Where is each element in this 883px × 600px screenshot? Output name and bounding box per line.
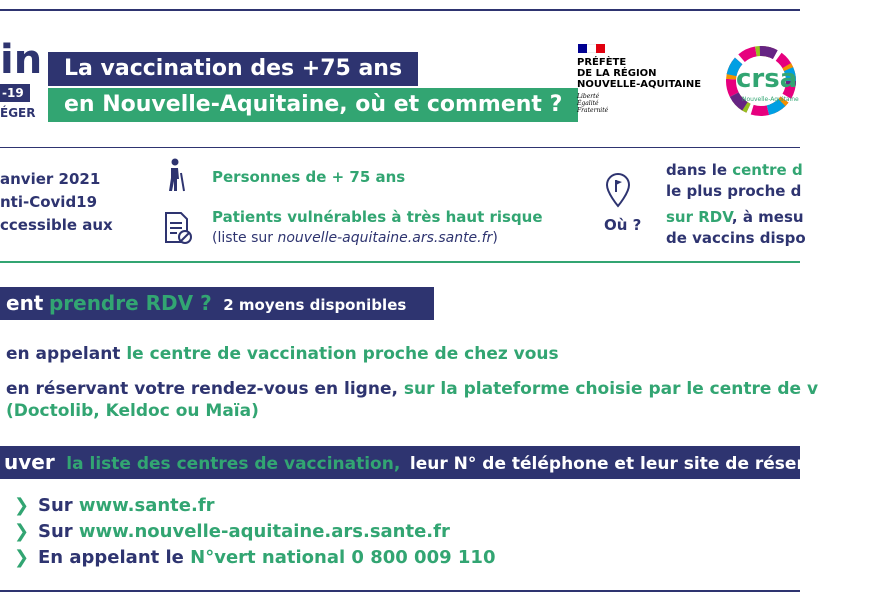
note-prefix: (liste sur [212,230,278,246]
method-online [6,379,818,399]
campaign-logo-badge: -19 [0,84,30,102]
prefet-motto [577,93,608,114]
top-border [0,9,800,11]
chevron-right-icon: ❯ [14,495,30,516]
info-left-line-2: nti-Covid19 [0,193,98,211]
target-elderly: Personnes de + 75 ans [212,168,406,186]
source-phone-number: national 0 800 009 110 [255,547,496,568]
campaign-logo-word: in [0,37,43,83]
title-line-1: La vaccination des +75 ans [48,52,418,86]
motto-egalite: Égalité [577,100,599,107]
method-phone-prefix: en appelant [6,344,127,364]
prefet-line-1: PRÉFÈTE [577,57,627,68]
right-line-1-navy: dans le [666,161,733,179]
motto-liberte: Liberté [577,93,600,100]
target-vulnerable-note [212,230,498,246]
method-online-platforms: (Doctolib, Keldoc ou Maïa) [6,401,259,421]
note-suffix: ) [492,230,498,246]
source-sante-link[interactable]: www.sante.fr [78,495,215,516]
source-sante [38,495,215,516]
source-ars-prefix: Sur [38,521,79,542]
method-phone [6,344,559,364]
medical-document-icon [163,211,193,245]
rdv-heading-green: prendre RDV ? [48,291,212,315]
title-line-2: en Nouvelle-Aquitaine, où et comment ? [48,88,578,122]
source-phone [38,547,495,568]
info-divider [0,261,800,263]
prefet-line-3: NOUVELLE-AQUITAINE [577,79,702,90]
source-ars [38,521,450,542]
chevron-right-icon: ❯ [14,521,30,542]
prefecture-logo [577,57,701,90]
target-vulnerable: Patients vulnérables à très haut risque [212,208,543,226]
find-heading-box [0,446,883,479]
right-line-3-green: sur RDV [666,208,732,226]
source-sante-prefix: Sur [38,495,79,516]
bottom-border [0,590,800,592]
campaign-logo-tagline: ÉGER [0,106,36,120]
find-heading-rest: leur N° de téléphone et leur site de réservation e [409,454,883,474]
find-heading-green: la liste des centres de vaccination, [66,454,401,474]
where-label: Où ? [604,216,642,234]
find-heading-word: uver [4,450,55,474]
rdv-heading-word: ent [6,291,44,315]
info-left-line-3: ccessible aux [0,216,113,234]
right-line-3-navy: , à mesu [731,208,804,226]
chevron-right-icon: ❯ [14,547,30,568]
method-online-green: sur la plateforme choisie par le centre de v [403,379,819,399]
french-flag-icon [578,44,605,53]
motto-fraternite: Fraternité [577,107,609,114]
location-pin-icon [604,172,632,208]
crsa-logo-subtext: Nouvelle-Aquitaine [742,96,799,103]
crsa-logo-text: crsa [736,64,798,94]
info-left-line-1: anvier 2021 [0,170,101,188]
right-line-4: de vaccins dispo [666,229,806,247]
info-left-column [0,168,113,237]
note-link: nouvelle-aquitaine.ars.sante.fr [277,230,493,246]
rdv-heading-subtitle: 2 moyens disponibles [223,296,407,314]
source-phone-prefix: En appelant le [38,547,191,568]
elderly-person-icon [163,158,187,192]
right-line-1-green: centre d [732,161,803,179]
method-online-prefix: en réservant votre rendez-vous en ligne, [6,379,404,399]
info-right-column [666,160,806,249]
source-phone-green: N°vert [190,547,256,568]
rdv-heading-box [0,287,434,320]
prefet-line-2: DE LA RÉGION [577,68,657,79]
header-divider [0,147,800,148]
method-phone-green: le centre de vaccination proche de chez vous [126,344,559,364]
right-line-2: le plus proche d [666,182,802,200]
source-ars-link[interactable]: www.nouvelle-aquitaine.ars.sante.fr [78,521,450,542]
